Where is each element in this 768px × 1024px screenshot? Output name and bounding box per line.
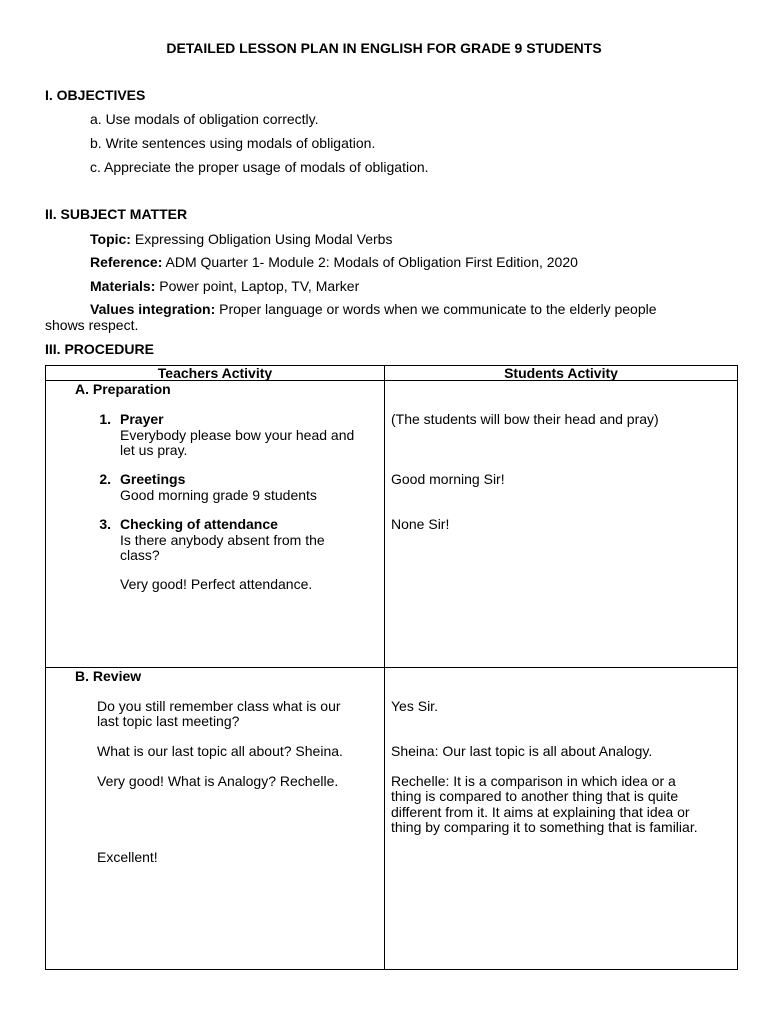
greetings-student-response: Good morning Sir! <box>391 471 505 487</box>
values-label: Values integration: <box>90 301 216 317</box>
attendance-title: Checking of attendance <box>120 516 278 532</box>
objective-item: a. Use modals of obligation correctly. <box>90 111 319 127</box>
review-question: last topic last meeting? <box>97 713 240 729</box>
review-answer: Yes Sir. <box>391 698 438 714</box>
materials-line <box>90 278 359 294</box>
objectives-heading: I. OBJECTIVES <box>45 87 146 103</box>
materials-label: Materials: <box>90 278 156 294</box>
values-line <box>90 301 657 317</box>
attendance-student-response: None Sir! <box>391 516 450 532</box>
materials-value: Power point, Laptop, TV, Marker <box>159 278 360 294</box>
review-question: Very good! What is Analogy? Rechelle. <box>97 773 339 789</box>
reference-value: ADM Quarter 1- Module 2: Modals of Obligation First Edition, 2020 <box>165 254 578 270</box>
student-column-header: Students Activity <box>504 365 618 381</box>
topic-label: Topic: <box>90 231 131 247</box>
greetings-title: Greetings <box>120 471 186 487</box>
attendance-followup: Very good! Perfect attendance. <box>120 576 313 592</box>
topic-value: Expressing Obligation Using Modal Verbs <box>134 231 393 247</box>
attendance-text: class? <box>120 547 160 563</box>
greetings-number: 2. <box>99 471 111 487</box>
review-answer: Rechelle: It is a comparison in which idea or a <box>391 773 676 789</box>
review-question: What is our last topic all about? Sheina. <box>97 743 343 759</box>
prayer-text: let us pray. <box>120 442 188 458</box>
attendance-text: Is there anybody absent from the <box>120 532 325 548</box>
review-answer: thing by comparing it to something that is familiar. <box>391 819 698 835</box>
review-closing: Excellent! <box>97 849 158 865</box>
reference-line <box>90 254 578 270</box>
prayer-text: Everybody please bow your head and <box>120 427 355 443</box>
section-divider <box>46 667 737 668</box>
preparation-label: A. Preparation <box>75 381 171 397</box>
prayer-student-response: (The students will bow their head and pray) <box>391 411 659 427</box>
review-answer: thing is compared to another thing that is quite <box>391 788 679 804</box>
reference-label: Reference: <box>90 254 163 270</box>
greetings-text: Good morning grade 9 students <box>120 487 317 503</box>
objective-item: b. Write sentences using modals of obligation. <box>90 135 376 151</box>
values-value: Proper language or words when we communicate to the elderly people <box>219 301 657 317</box>
teacher-column-header: Teachers Activity <box>157 365 273 381</box>
review-answer: Sheina: Our last topic is all about Analogy. <box>391 743 653 759</box>
prayer-title: Prayer <box>120 411 164 427</box>
procedure-heading: III. PROCEDURE <box>45 341 154 357</box>
topic-line <box>90 231 392 247</box>
prayer-number: 1. <box>99 411 111 427</box>
review-label: B. Review <box>75 668 142 684</box>
review-answer: different from it. It aims at explaining that idea or <box>391 804 690 820</box>
document-title: DETAILED LESSON PLAN IN ENGLISH FOR GRADE 9 STUDENTS <box>166 40 602 56</box>
values-continuation: shows respect. <box>45 317 139 333</box>
review-question: Do you still remember class what is our <box>97 698 341 714</box>
attendance-number: 3. <box>99 516 111 532</box>
objective-item: c. Appreciate the proper usage of modals of obligation. <box>90 159 429 175</box>
procedure-table <box>45 365 738 970</box>
subject-matter-heading: II. SUBJECT MATTER <box>45 206 188 222</box>
